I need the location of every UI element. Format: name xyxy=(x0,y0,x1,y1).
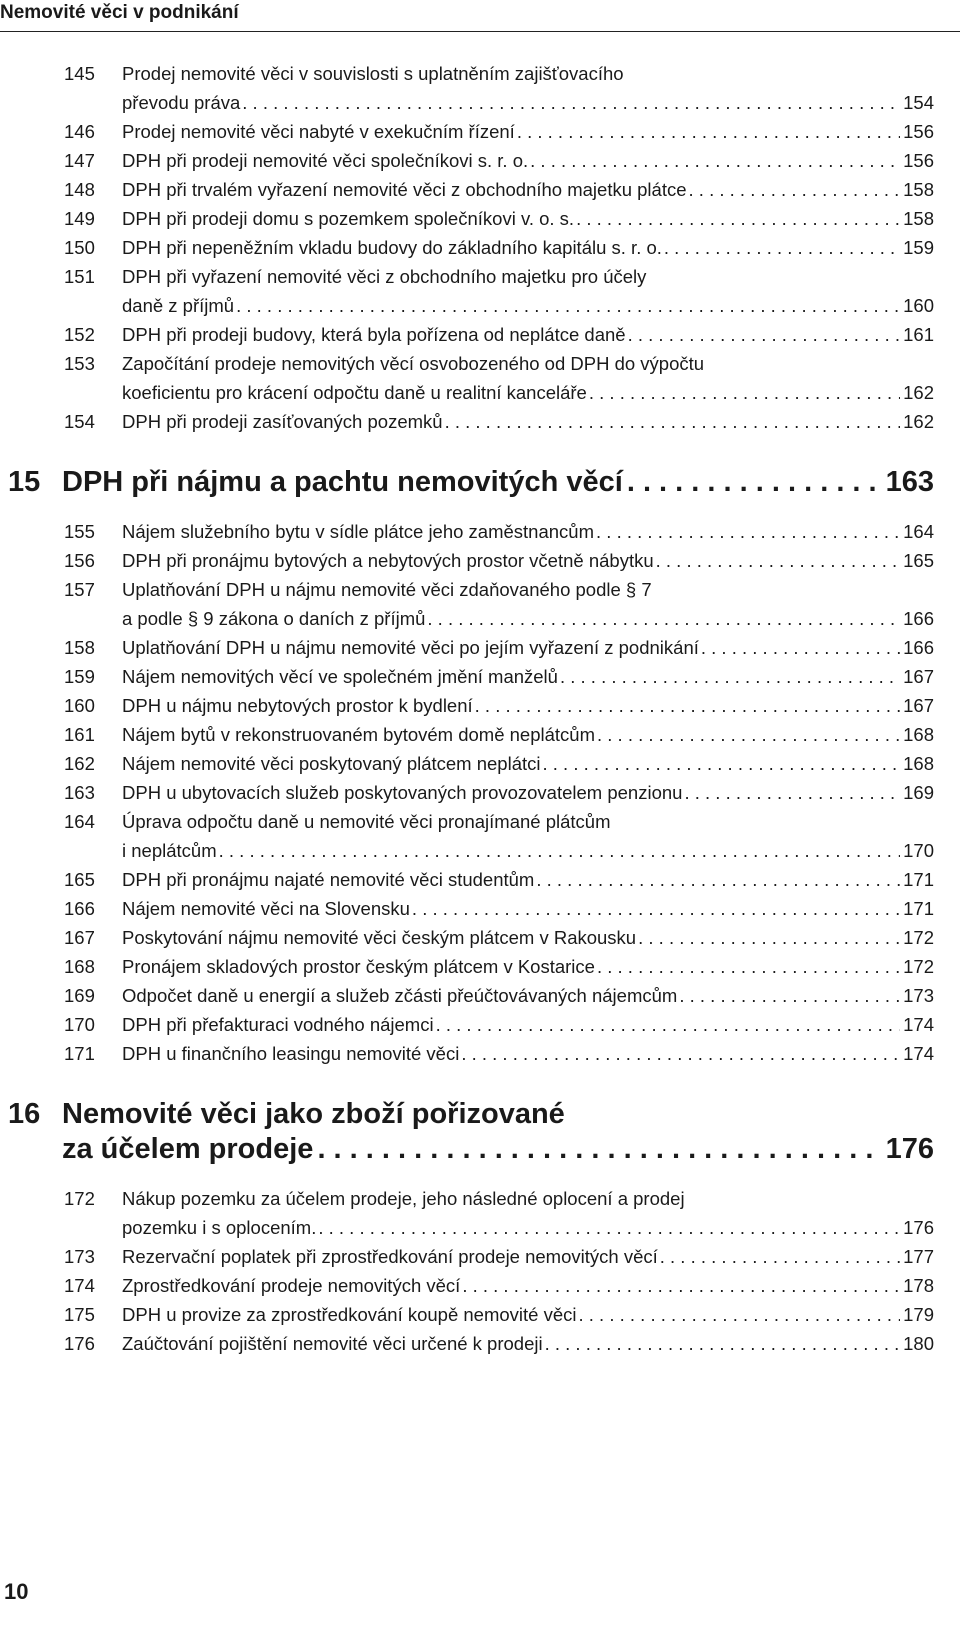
toc-entry[interactable] xyxy=(0,1010,960,1039)
toc-entry[interactable] xyxy=(0,691,960,720)
entry-title: DPH u ubytovacích služeb poskytovaných provozovatelem penzionu xyxy=(122,782,683,803)
entry-title: koeficientu pro krácení odpočtu daně u realitní kanceláře xyxy=(122,382,587,403)
toc-entry[interactable] xyxy=(0,1271,960,1300)
entry-title: DPH při přefakturaci vodného nájemci xyxy=(122,1014,434,1035)
dot-leader xyxy=(412,894,900,923)
entry-page: 167 xyxy=(903,666,934,687)
dot-leader xyxy=(517,117,900,146)
dot-leader xyxy=(242,88,900,117)
entry-number: 172 xyxy=(64,1188,95,1209)
table-of-contents xyxy=(0,59,960,1358)
entry-title: převodu práva xyxy=(122,92,241,113)
entry-number: 157 xyxy=(64,579,95,600)
dot-leader xyxy=(318,1213,900,1242)
running-head: Nemovité věci v podnikání xyxy=(0,2,239,23)
entry-number: 152 xyxy=(64,324,95,345)
dot-leader xyxy=(701,633,900,662)
entry-title: Zaúčtování pojištění nemovité věci určené k prodeji xyxy=(122,1333,543,1354)
dot-leader xyxy=(536,865,900,894)
entry-title-line-1: Uplatňování DPH u nájmu nemovité věci zdaňovaného podle § 7 xyxy=(122,579,652,600)
toc-chapter-15[interactable] xyxy=(0,465,960,500)
entry-number: 146 xyxy=(64,121,95,142)
entry-number: 149 xyxy=(64,208,95,229)
entry-title-line-1: Nákup pozemku za účelem prodeje, jeho následné oplocení a prodej xyxy=(122,1188,685,1209)
entry-title: DPH při pronájmu najaté nemovité věci studentům xyxy=(122,869,535,890)
entry-number: 175 xyxy=(64,1304,95,1325)
toc-entry[interactable] xyxy=(0,117,960,146)
entry-number: 162 xyxy=(64,753,95,774)
entry-page: 156 xyxy=(903,150,934,171)
entry-page: 171 xyxy=(903,869,934,890)
dot-leader xyxy=(589,378,900,407)
entry-number: 174 xyxy=(64,1275,95,1296)
toc-entry[interactable] xyxy=(0,1300,960,1329)
chapter-page: 163 xyxy=(885,466,934,498)
entry-number: 173 xyxy=(64,1246,95,1267)
toc-entry[interactable] xyxy=(0,952,960,981)
toc-entry[interactable] xyxy=(0,633,960,662)
dot-leader xyxy=(436,1010,901,1039)
entry-title: DPH u provize za zprostředkování koupě nemovité věci xyxy=(122,1304,577,1325)
dot-leader xyxy=(689,175,901,204)
entry-title: DPH při pronájmu bytových a nebytových prostor včetně nábytku xyxy=(122,550,654,571)
dot-leader xyxy=(656,546,901,575)
entry-number: 154 xyxy=(64,411,95,432)
entry-number: 156 xyxy=(64,550,95,571)
entry-number: 170 xyxy=(64,1014,95,1035)
entry-page: 168 xyxy=(903,724,934,745)
entry-page: 179 xyxy=(903,1304,934,1325)
entry-page: 176 xyxy=(903,1217,934,1238)
entry-number: 151 xyxy=(64,266,95,287)
chapter-number: 15 xyxy=(8,466,41,498)
entry-number: 148 xyxy=(64,179,95,200)
entry-page: 174 xyxy=(903,1043,934,1064)
toc-group-2 xyxy=(0,517,960,1068)
entry-title: DPH u nájmu nebytových prostor k bydlení xyxy=(122,695,473,716)
toc-entry[interactable] xyxy=(0,59,960,117)
entry-page: 171 xyxy=(903,898,934,919)
entry-page: 165 xyxy=(903,550,934,571)
entry-number: 165 xyxy=(64,869,95,890)
entry-title: Zprostředkování prodeje nemovitých věcí xyxy=(122,1275,461,1296)
toc-entry[interactable] xyxy=(0,1184,960,1242)
dot-leader xyxy=(219,836,901,865)
entry-title: pozemku i s oplocením. xyxy=(122,1217,317,1238)
entry-number: 155 xyxy=(64,521,95,542)
entry-page: 162 xyxy=(903,411,934,432)
entry-page: 166 xyxy=(903,608,934,629)
toc-entry[interactable] xyxy=(0,262,960,320)
entry-number: 150 xyxy=(64,237,95,258)
toc-entry[interactable] xyxy=(0,320,960,349)
entry-number: 161 xyxy=(64,724,95,745)
toc-entry[interactable] xyxy=(0,923,960,952)
entry-page: 174 xyxy=(903,1014,934,1035)
toc-entry[interactable] xyxy=(0,175,960,204)
dot-leader xyxy=(597,952,900,981)
entry-number: 166 xyxy=(64,898,95,919)
dot-leader xyxy=(427,604,900,633)
entry-page: 161 xyxy=(903,324,934,345)
entry-title: DPH při prodeji budovy, která byla pořízena od neplátce daně xyxy=(122,324,626,345)
toc-entry[interactable] xyxy=(0,894,960,923)
toc-entry[interactable] xyxy=(0,807,960,865)
entry-title: Nájem bytů v rekonstruovaném bytovém domě neplátcům xyxy=(122,724,595,745)
page-number: 10 xyxy=(4,1579,29,1604)
entry-number: 171 xyxy=(64,1043,95,1064)
entry-number: 176 xyxy=(64,1333,95,1354)
entry-title-line-1: Úprava odpočtu daně u nemovité věci pronajímané plátcům xyxy=(122,811,611,832)
dot-leader xyxy=(461,1039,900,1068)
entry-title: DPH při prodeji nemovité věci společníkovi s. r. o. xyxy=(122,150,529,171)
entry-page: 164 xyxy=(903,521,934,542)
chapter-page: 176 xyxy=(885,1133,934,1165)
dot-leader xyxy=(684,778,900,807)
entry-number: 158 xyxy=(64,637,95,658)
entry-page: 162 xyxy=(903,382,934,403)
entry-page: 154 xyxy=(903,92,934,113)
chapter-number: 16 xyxy=(8,1098,41,1130)
toc-entry[interactable] xyxy=(0,146,960,175)
dot-leader xyxy=(530,146,900,175)
entry-title: DPH při trvalém vyřazení nemovité věci z obchodního majetku plátce xyxy=(122,179,687,200)
toc-entry[interactable] xyxy=(0,778,960,807)
entry-title: Odpočet daně u energií a služeb zčásti přeúčtovávaných nájemcům xyxy=(122,985,678,1006)
entry-page: 159 xyxy=(903,237,934,258)
entry-number: 153 xyxy=(64,353,95,374)
toc-entry[interactable] xyxy=(0,1242,960,1271)
entry-title-line-1: Prodej nemovité věci v souvislosti s uplatněním zajišťovacího xyxy=(122,63,624,84)
dot-leader xyxy=(560,662,900,691)
toc-entry[interactable] xyxy=(0,517,960,546)
entry-number: 160 xyxy=(64,695,95,716)
dot-leader xyxy=(628,320,901,349)
toc-group-3 xyxy=(0,1184,960,1358)
dot-leader xyxy=(543,749,901,778)
entry-page: 160 xyxy=(903,295,934,316)
dot-leader xyxy=(679,981,900,1010)
toc-entry[interactable] xyxy=(0,233,960,262)
entry-title: Nájem nemovité věci poskytovaný plátcem neplátci xyxy=(122,753,541,774)
entry-title-line-1: DPH při vyřazení nemovité věci z obchodního majetku pro účely xyxy=(122,266,647,287)
dot-leader xyxy=(597,720,900,749)
entry-title: Rezervační poplatek při zprostředkování prodeje nemovitých věcí xyxy=(122,1246,658,1267)
dot-leader xyxy=(660,1242,900,1271)
entry-title-line-1: Započítání prodeje nemovitých věcí osvobozeného od DPH do výpočtu xyxy=(122,353,705,374)
toc-entry[interactable] xyxy=(0,662,960,691)
entry-page: 172 xyxy=(903,956,934,977)
dot-leader xyxy=(545,1329,901,1358)
toc-entry[interactable] xyxy=(0,865,960,894)
entry-page: 180 xyxy=(903,1333,934,1354)
dot-leader xyxy=(579,1300,901,1329)
entry-number: 163 xyxy=(64,782,95,803)
entry-title: i neplátcům xyxy=(122,840,217,861)
entry-title: Nájem nemovitých věcí ve společném jmění manželů xyxy=(122,666,558,687)
dot-leader xyxy=(638,923,900,952)
entry-title: Pronájem skladových prostor českým plátcem v Kostarice xyxy=(122,956,595,977)
entry-number: 169 xyxy=(64,985,95,1006)
entry-number: 159 xyxy=(64,666,95,687)
chapter-title: DPH při nájmu a pachtu nemovitých věcí xyxy=(62,466,623,498)
header-rule xyxy=(0,31,960,32)
entry-page: 158 xyxy=(903,179,934,200)
entry-title: Poskytování nájmu nemovité věci českým plátcem v Rakousku xyxy=(122,927,637,948)
toc-entry[interactable] xyxy=(0,546,960,575)
dot-leader xyxy=(236,291,900,320)
toc-chapter-16[interactable] xyxy=(0,1097,960,1167)
entry-page: 178 xyxy=(903,1275,934,1296)
toc-group-1 xyxy=(0,59,960,436)
chapter-title-line-1: Nemovité věci jako zboží pořizované xyxy=(62,1098,565,1130)
toc-entry[interactable] xyxy=(0,1329,960,1358)
dot-leader xyxy=(596,517,900,546)
entry-number: 147 xyxy=(64,150,95,171)
entry-page: 177 xyxy=(903,1246,934,1267)
entry-title: Nájem služebního bytu v sídle plátce jeho zaměstnancům xyxy=(122,521,595,542)
entry-title: DPH při prodeji zasíťovaných pozemků xyxy=(122,411,443,432)
entry-number: 164 xyxy=(64,811,95,832)
entry-page: 170 xyxy=(903,840,934,861)
entry-title: Prodej nemovité věci nabyté v exekučním řízení xyxy=(122,121,515,142)
entry-page: 169 xyxy=(903,782,934,803)
entry-title: DPH při nepeněžním vkladu budovy do základního kapitálu s. r. o. xyxy=(122,237,662,258)
dot-leader xyxy=(317,1132,881,1167)
toc-entry[interactable] xyxy=(0,720,960,749)
dot-leader xyxy=(664,233,900,262)
entry-page: 172 xyxy=(903,927,934,948)
chapter-title: za účelem prodeje xyxy=(62,1133,314,1165)
toc-entry[interactable] xyxy=(0,749,960,778)
entry-number: 168 xyxy=(64,956,95,977)
toc-entry[interactable] xyxy=(0,1039,960,1068)
entry-page: 166 xyxy=(903,637,934,658)
toc-entry[interactable] xyxy=(0,981,960,1010)
toc-entry[interactable] xyxy=(0,349,960,407)
dot-leader xyxy=(627,465,882,500)
entry-number: 145 xyxy=(64,63,95,84)
dot-leader xyxy=(475,691,900,720)
entry-number: 167 xyxy=(64,927,95,948)
dot-leader xyxy=(462,1271,900,1300)
entry-page: 158 xyxy=(903,208,934,229)
toc-entry[interactable] xyxy=(0,575,960,633)
entry-page: 156 xyxy=(903,121,934,142)
dot-leader xyxy=(576,204,900,233)
entry-page: 173 xyxy=(903,985,934,1006)
entry-page: 167 xyxy=(903,695,934,716)
entry-title: a podle § 9 zákona o daních z příjmů xyxy=(122,608,426,629)
entry-title: Uplatňování DPH u nájmu nemovité věci po jejím vyřazení z podnikání xyxy=(122,637,699,658)
entry-title: DPH u finančního leasingu nemovité věci xyxy=(122,1043,460,1064)
entry-title: DPH při prodeji domu s pozemkem společníkovi v. o. s. xyxy=(122,208,575,229)
toc-entry[interactable] xyxy=(0,407,960,436)
toc-entry[interactable] xyxy=(0,204,960,233)
entry-title: Nájem nemovité věci na Slovensku xyxy=(122,898,410,919)
entry-title: daně z příjmů xyxy=(122,295,235,316)
entry-page: 168 xyxy=(903,753,934,774)
dot-leader xyxy=(445,407,901,436)
